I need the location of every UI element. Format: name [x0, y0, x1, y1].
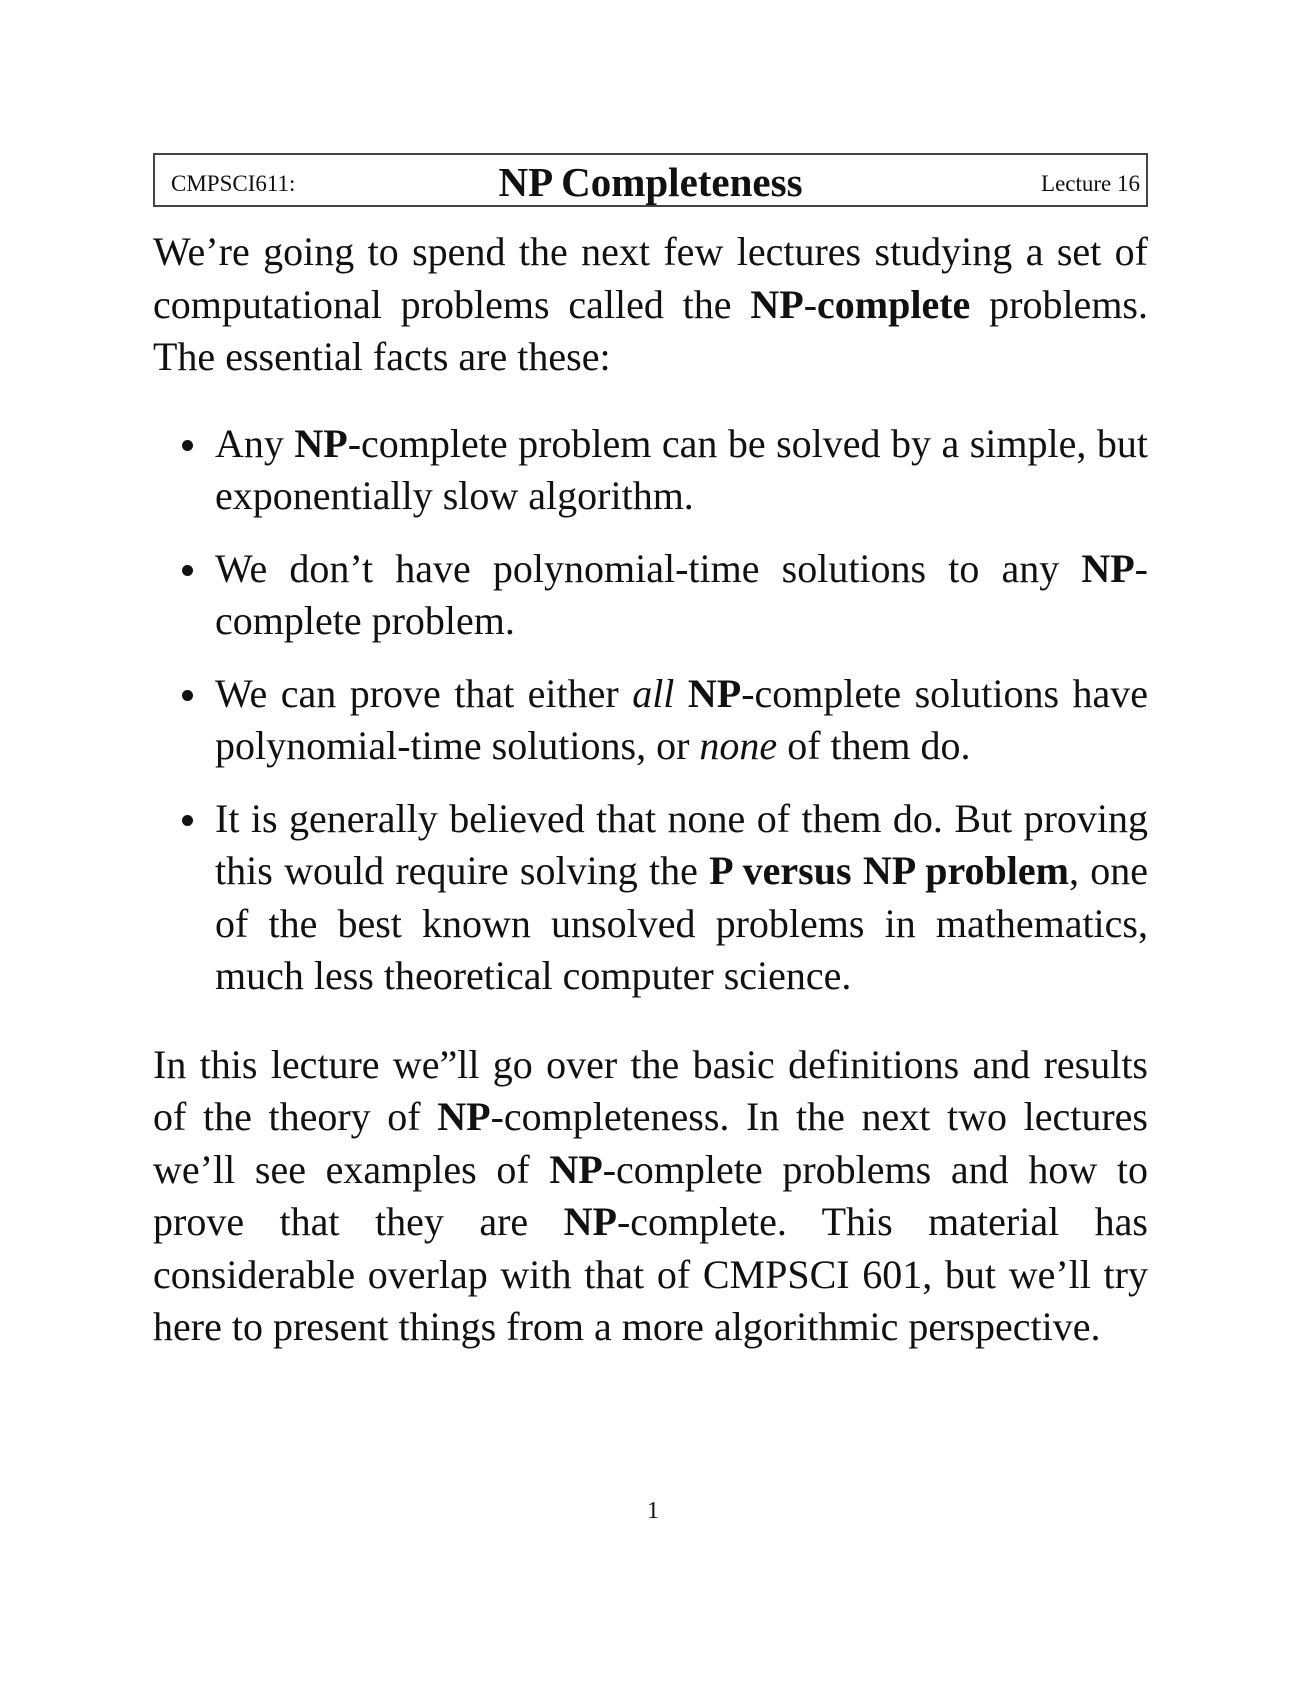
- fact-item-1: Any NP-complete problem can be solved by a simple, but exponentially slow algorithm.: [215, 418, 1148, 523]
- page-number: 1: [647, 1498, 659, 1524]
- bullet-icon: [182, 440, 193, 451]
- lecture-title: NP Completeness: [498, 159, 803, 205]
- slide-body: [153, 226, 1148, 1354]
- intro-paragraph: We’re going to spend the next few lectures studying a set of computational problems called the NP-complete problems. The essential facts are these:: [153, 229, 1148, 379]
- facts-list: [153, 418, 1148, 1003]
- lecture-number: Lecture 16: [1041, 171, 1140, 196]
- lecture-header: [153, 153, 1148, 207]
- fact-item-3: We can prove that either all NP-complete solutions have polynomial-time solutions, or none of them do.: [215, 668, 1148, 773]
- fact-item-4: It is generally believed that none of them do. But proving this would require solving the P versus NP problem, one of the best known unsolved problems in mathematics, much less theoretical computer science.: [215, 793, 1148, 1003]
- bullet-icon: [182, 690, 193, 701]
- bullet-icon: [182, 565, 193, 576]
- fact-item-2: We don’t have polynomial-time solutions to any NP-complete problem.: [215, 543, 1148, 648]
- closing-paragraph: In this lecture we”ll go over the basic definitions and results of the theory of NP-completeness. In the next two lectures we’ll see examples of NP-complete problems and how to prove that they are NP-complete. This material has considerable overlap with that of CMPSCI 601, but we’ll try here to present things from a more algorithmic perspective.: [153, 1041, 1149, 1349]
- course-code: CMPSCI611:: [171, 171, 296, 196]
- bullet-icon: [182, 815, 193, 826]
